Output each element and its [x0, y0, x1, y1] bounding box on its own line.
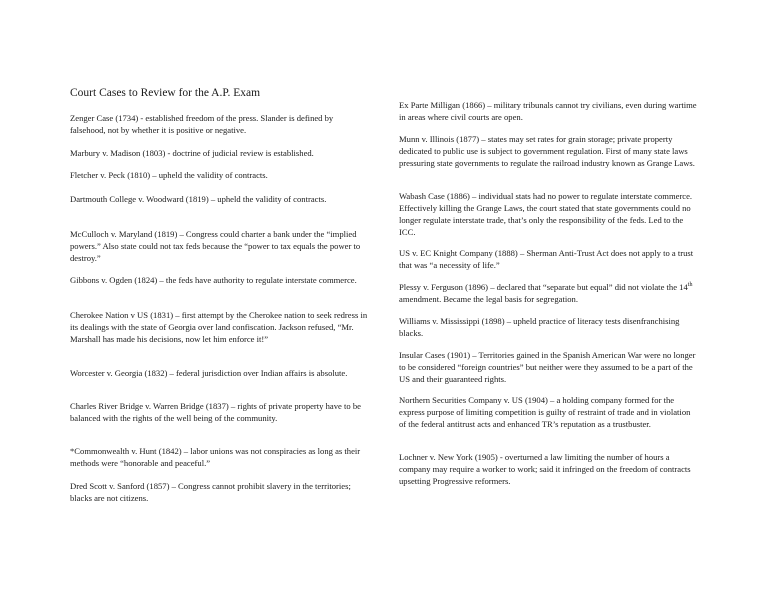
case-entry: McCulloch v. Maryland (1819) – Congress could charter a bank under the “implied powers.” Also state could not tax feds because the “power to tax equals the power to destroy.”	[70, 229, 361, 263]
case-entry: Zenger Case (1734) - established freedom of the press. Slander is defined by falsehood, not by whether it is positive or negative.	[70, 113, 334, 135]
case-entry: Gibbons v. Ogden (1824) – the feds have authority to regulate interstate commerce.	[70, 275, 357, 285]
case-entry: Northern Securities Company v. US (1904) – a holding company formed for the express purpose of limiting competition is guilty of restraint of trade and in violation of the federal antitrust acts and enhanced TR’s reputation as a trustbuster.	[399, 395, 691, 429]
case-entry: Fletcher v. Peck (1810) – upheld the validity of contracts.	[70, 170, 268, 180]
case-entry: Marbury v. Madison (1803) - doctrine of judicial review is established.	[70, 148, 314, 158]
case-entry: Wabash Case (1886) – individual stats had no power to regulate interstate commerce. Effectively killing the Grange Laws, the court stated that state governments could no longer regulate interstate trade, that’s only the responsibility of the feds. Led to the ICC.	[399, 191, 693, 237]
ordinal-suffix: th	[687, 282, 693, 289]
case-entry: Munn v. Illinois (1877) – states may set rates for grain storage; private property dedicated to public use is subject to government regulation. First of many state laws pressuring state governments to regulate the railroad industry known as Grange Laws.	[399, 134, 695, 168]
case-entry: US v. EC Knight Company (1888) – Sherman Anti-Trust Act does not apply to a trust that was “a necessity of life.”	[399, 248, 694, 270]
case-entry: Worcester v. Georgia (1832) – federal jurisdiction over Indian affairs is absolute.	[70, 368, 348, 378]
case-entry: Williams v. Mississippi (1898) – upheld practice of literacy tests disenfranchising blacks.	[399, 316, 680, 338]
case-entry: Insular Cases (1901) – Territories gained in the Spanish American War were no longer to be considered “foreign countries” but neither were they assumed to be a part of the US and their guaranteed rights.	[399, 350, 696, 384]
case-entry: Dartmouth College v. Woodward (1819) – upheld the validity of contracts.	[70, 194, 327, 204]
case-entry	[399, 281, 699, 305]
case-entry: Cherokee Nation v US (1831) – first attempt by the Cherokee nation to seek redress in its dealings with the state of Georgia over land confiscation. Jackson refused, “Mr. Marshall has made his decisions, now let him enforce it!”	[70, 310, 368, 344]
case-entry-text: Plessy v. Ferguson (1896) – declared that “separate but equal” did not violate the 14	[399, 282, 688, 292]
case-entry: Ex Parte Milligan (1866) – military tribunals cannot try civilians, even during wartime in areas where civil courts are open.	[399, 100, 697, 122]
case-entry-text: amendment. Became the legal basis for segregation.	[399, 294, 578, 304]
page-title: Court Cases to Review for the A.P. Exam	[70, 87, 261, 99]
case-entry: *Commonwealth v. Hunt (1842) – labor unions was not conspiracies as long as their methods were “honorable and peaceful.”	[70, 446, 361, 468]
case-entry: Dred Scott v. Sanford (1857) – Congress cannot prohibit slavery in the territories; blacks are not citizens.	[70, 481, 351, 503]
case-entry: Lochner v. New York (1905) - overturned a law limiting the number of hours a company may require a worker to work; said it infringed on the freedom of contracts upsetting Progressive reformers.	[399, 452, 691, 486]
case-entry: Charles River Bridge v. Warren Bridge (1837) – rights of private property have to be balanced with the rights of the well being of the community.	[70, 401, 361, 423]
